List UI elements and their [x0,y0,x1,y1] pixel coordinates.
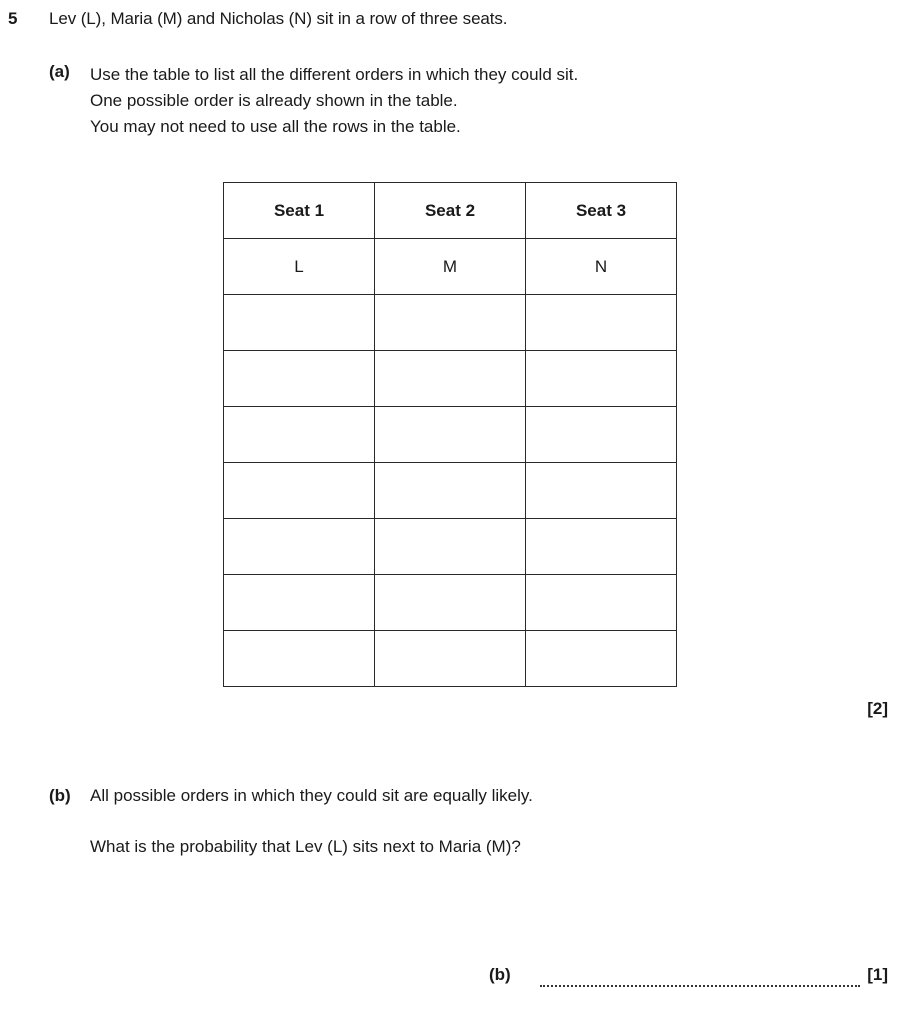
answer-cell[interactable] [224,519,375,575]
part-a-marks: [2] [867,699,888,718]
part-b-statement: All possible orders in which they could sit are equally likely. [90,786,533,805]
seat-orders-table [223,182,677,687]
table-cell: M [375,239,526,295]
answer-cell[interactable] [375,407,526,463]
answer-cell[interactable] [526,295,677,351]
table-row[interactable] [224,575,677,631]
answer-cell[interactable] [224,575,375,631]
table-row[interactable] [224,407,677,463]
answer-cell[interactable] [375,575,526,631]
table-row[interactable] [224,351,677,407]
part-a-label: (a) [49,62,70,81]
table-cell: N [526,239,677,295]
header-seat-1: Seat 1 [224,183,375,239]
part-a-instructions [90,62,578,140]
answer-cell[interactable] [526,351,677,407]
answer-cell[interactable] [526,463,677,519]
part-a-line-3: You may not need to use all the rows in the table. [90,117,461,136]
table-row[interactable] [224,631,677,687]
table-header-row [224,183,677,239]
answer-cell[interactable] [375,295,526,351]
question-stem: Lev (L), Maria (M) and Nicholas (N) sit in a row of three seats. [49,9,508,28]
answer-cell[interactable] [375,631,526,687]
answer-cell[interactable] [224,463,375,519]
table-row[interactable] [224,519,677,575]
question-number: 5 [8,9,18,28]
answer-cell[interactable] [224,351,375,407]
header-seat-3: Seat 3 [526,183,677,239]
answer-cell[interactable] [224,631,375,687]
part-b-label: (b) [49,786,71,805]
answer-cell[interactable] [526,407,677,463]
header-seat-2: Seat 2 [375,183,526,239]
answer-cell[interactable] [526,519,677,575]
table-cell: L [224,239,375,295]
answer-line[interactable] [540,985,860,987]
answer-cell[interactable] [375,519,526,575]
part-b-marks: [1] [867,965,888,984]
table-row [224,239,677,295]
answer-cell[interactable] [526,631,677,687]
table-row[interactable] [224,295,677,351]
answer-label: (b) [489,965,511,984]
part-b-question: What is the probability that Lev (L) sits next to Maria (M)? [90,837,521,856]
answer-cell[interactable] [526,575,677,631]
answer-cell[interactable] [224,295,375,351]
part-a-line-2: One possible order is already shown in the table. [90,91,458,110]
answer-cell[interactable] [224,407,375,463]
answer-cell[interactable] [375,463,526,519]
part-a-line-1: Use the table to list all the different orders in which they could sit. [90,65,579,84]
table-row[interactable] [224,463,677,519]
answer-cell[interactable] [375,351,526,407]
